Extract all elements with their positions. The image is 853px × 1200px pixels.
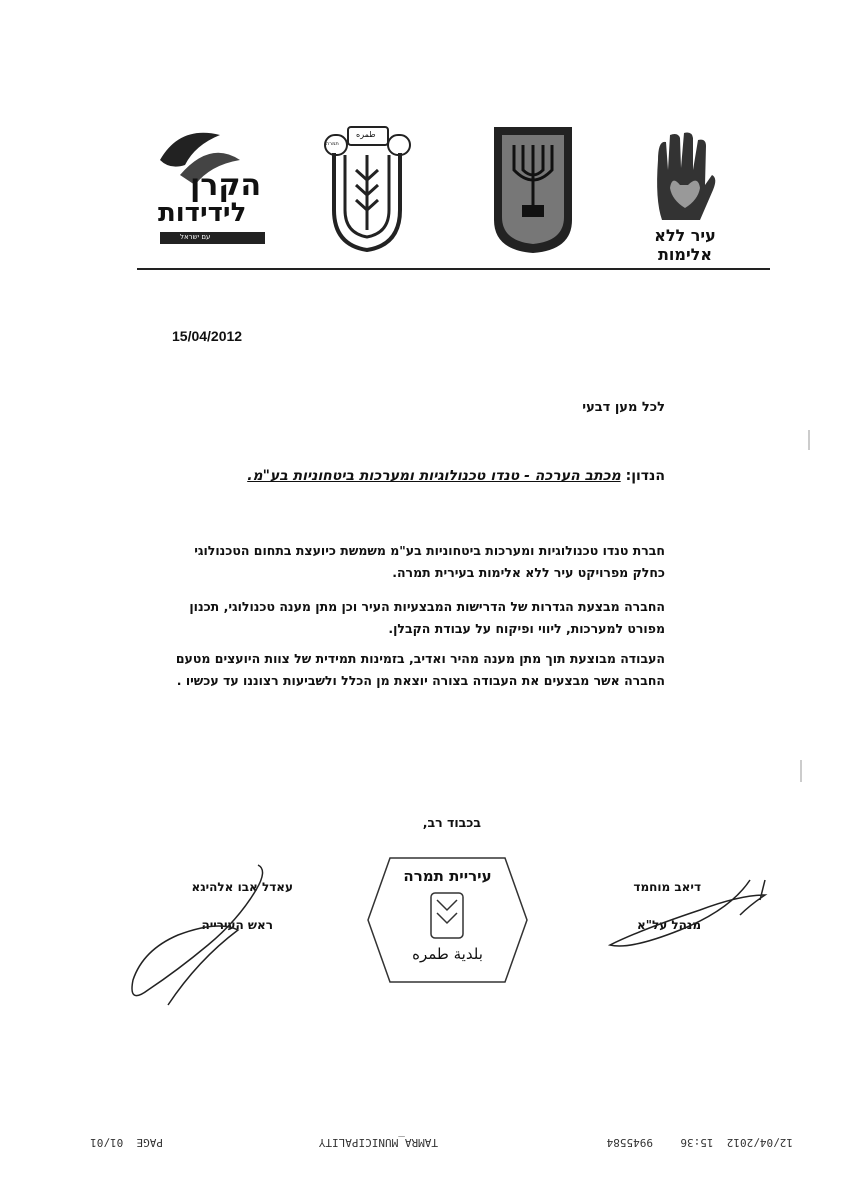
closing: בכבוד רב,: [422, 815, 481, 830]
ken-ledidut-logo: [140, 120, 280, 250]
israel-emblem: [492, 125, 574, 255]
left-signatory-title: ראש העירייה: [201, 918, 273, 932]
logo-tamra-small: طمره: [356, 130, 376, 139]
right-signature: [600, 870, 780, 970]
logo-right-text1: עיר ללא: [654, 226, 716, 245]
letter-date: 15/04/2012: [172, 328, 243, 344]
logo-left-text2: לידידות: [158, 198, 247, 228]
logo-left-band: עם ישראל: [180, 233, 211, 241]
logo-right-text2: אלימות: [657, 245, 713, 264]
paragraph-line: כחלק מפרויקט עיר ללא אלימות בעירית תמרה.: [392, 565, 665, 580]
scan-smudge: [808, 430, 810, 450]
fax-number: 9945584: [606, 1136, 653, 1149]
greeting: לכל מען דבעי: [582, 400, 665, 415]
fax-datetime: 12/04/2012 15:36: [680, 1136, 793, 1149]
city-without-violence-logo: [650, 130, 720, 265]
paragraph-line: חברת טנדו טכנולוגיות ומערכות ביטחוניות בע"מ משמשת כיועצת בתחום הטכנולוגי: [194, 543, 665, 558]
logo-tamra-sub: תמרה: [326, 141, 339, 147]
paragraph-2: [105, 596, 665, 640]
municipal-stamp: [365, 855, 530, 985]
subject-prefix: הנדון:: [625, 468, 665, 484]
subject-line: [247, 468, 665, 484]
paragraph-1: [105, 540, 665, 584]
tamra-emblem: [320, 125, 415, 255]
left-signature: [118, 860, 278, 1010]
left-signatory-name: עאדל אבו אלהיגא: [191, 880, 293, 894]
subject-text: מכתב הערכה - טנדו טכנולוגיות ומערכות ביטחוניות בע"מ.: [247, 468, 621, 484]
stamp-top-text: עיריית תמרה: [403, 867, 492, 885]
menorah-shield-icon: [492, 125, 574, 255]
right-signatory-name: דיאב מוחמד: [633, 880, 701, 894]
stamp-bottom-text: بلدية طمره: [412, 945, 483, 963]
fax-sender: TAMRA_MUNICIPALITY: [318, 1136, 438, 1149]
fax-header: [0, 1130, 853, 1152]
right-signatory-title: מנהל על"א: [636, 918, 701, 932]
paragraph-line: העבודה מבוצעת תוך מתן מענה מהיר ואדיב, בזמינות תמידית של צוות היועצים מטעם: [175, 651, 665, 666]
fax-page: PAGE 01/01: [90, 1136, 163, 1149]
paragraph-line: החברה אשר מבצעים את העבודה בצורה יוצאת מן הכלל ולשביעות רצוננו עד עכשיו .: [176, 673, 665, 688]
paragraph-line: מפורט למערכות, ליווי ופיקוח על עבודת הקבלן.: [388, 621, 665, 636]
hand-heart-icon: [650, 130, 720, 225]
scan-smudge: [800, 760, 802, 782]
letterhead-divider: [137, 268, 770, 270]
paragraph-3: [105, 648, 665, 692]
logo-left-text1: הקרן: [190, 168, 262, 203]
paragraph-line: החברה מבצעת הגדרות של הדרישות המבצעיות העיר וכן מתן מענה טכנולוגי, תכנון: [189, 599, 665, 614]
